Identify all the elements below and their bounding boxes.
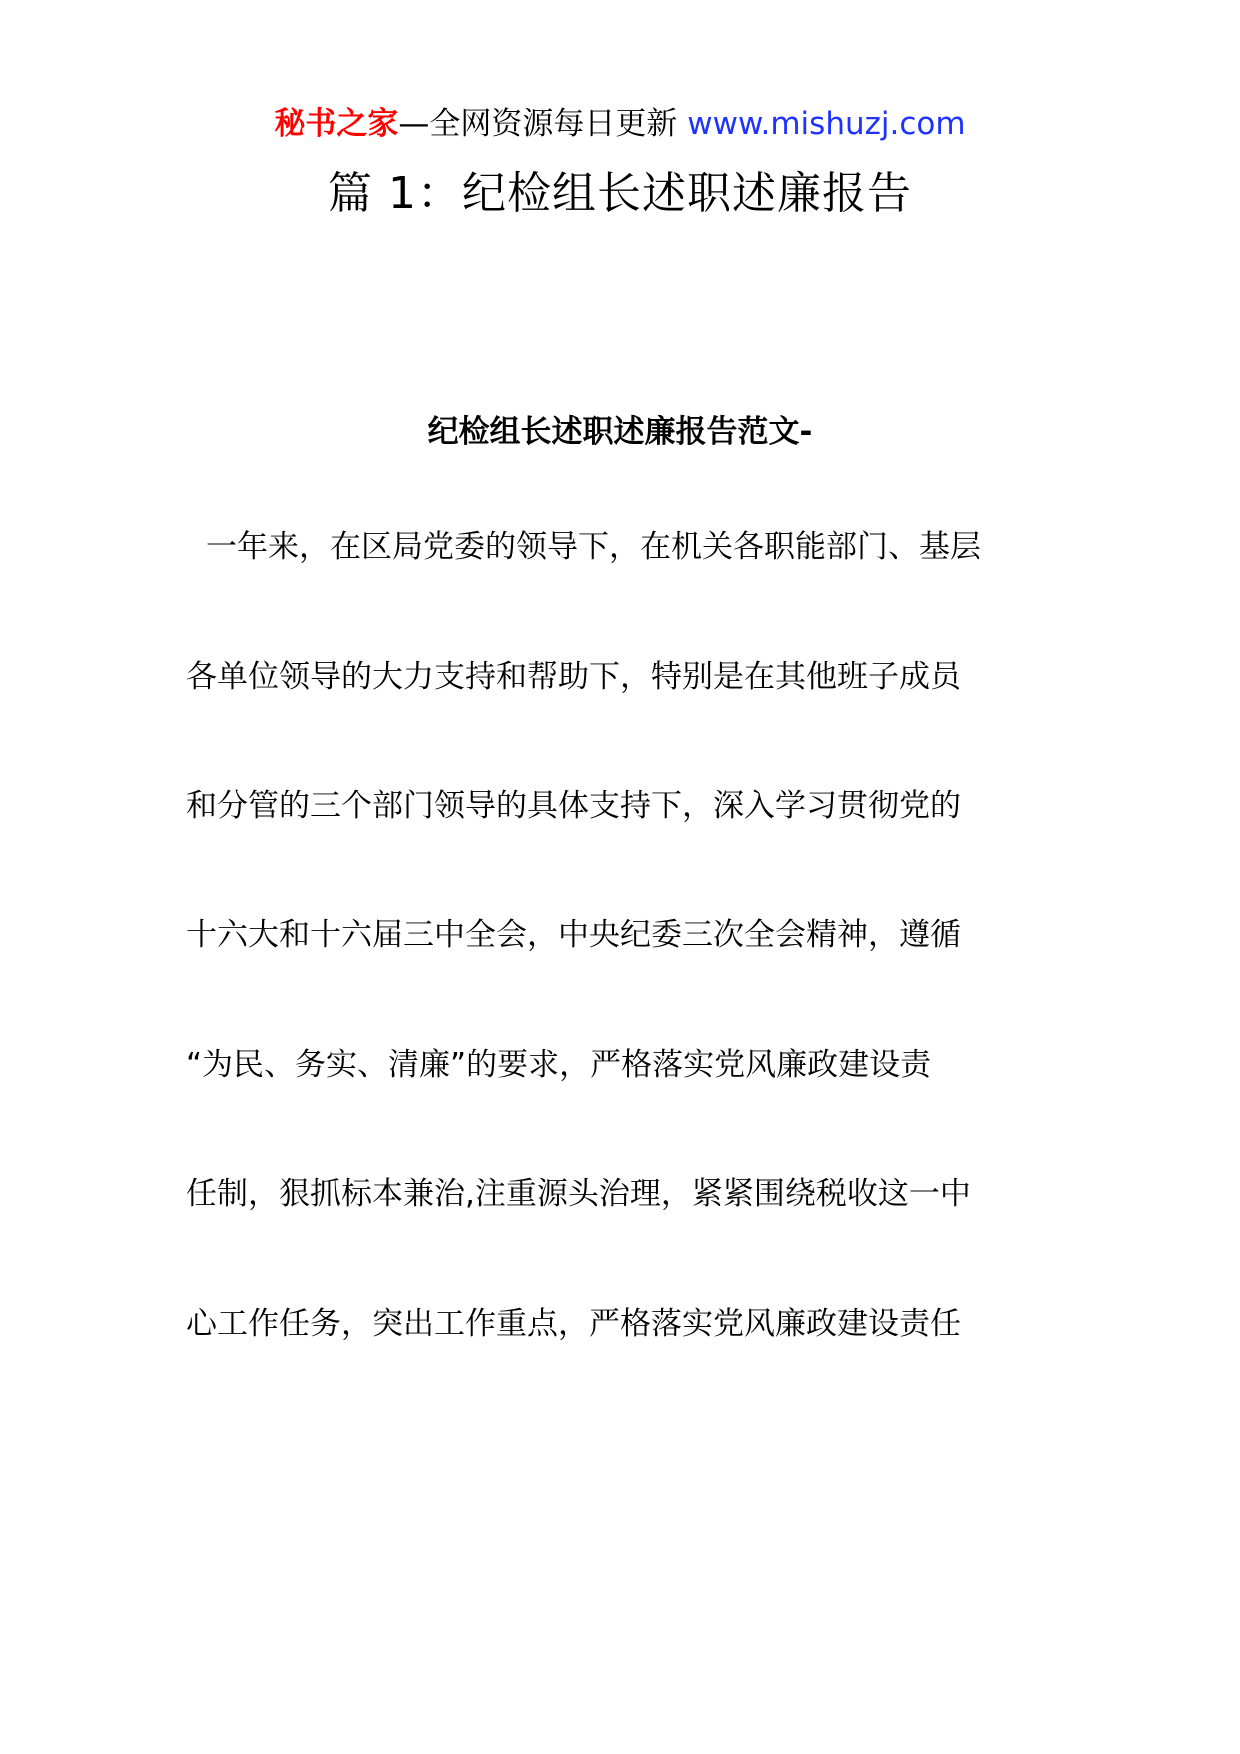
document-subtitle: 纪检组长述职述廉报告范文- [427,414,813,450]
body-line: 任制，狠抓标本兼治,注重源头治理，紧紧围绕税收这一中 [186,1176,971,1212]
document-title: 篇 1：纪检组长述职述廉报告 [328,168,912,219]
brand-name: 秘书之家 [274,106,399,142]
site-url-link[interactable]: www.mishuzj.com [687,106,966,142]
body-line: 各单位领导的大力支持和帮助下，特别是在其他班子成员 [186,659,961,695]
body-line: 十六大和十六届三中全会，中央纪委三次全会精神，遵循 [186,917,961,953]
body-line: 和分管的三个部门领导的具体支持下，深入学习贯彻党的 [186,788,961,824]
body-line: 一年来，在区局党委的领导下，在机关各职能部门、基层 [206,529,981,565]
site-header [0,102,1240,146]
body-line: “为民、务实、清廉”的要求，严格落实党风廉政建设责 [186,1047,932,1083]
header-tagline: —全网资源每日更新 [398,106,688,142]
body-line: 心工作任务，突出工作重点，严格落实党风廉政建设责任 [186,1306,961,1342]
